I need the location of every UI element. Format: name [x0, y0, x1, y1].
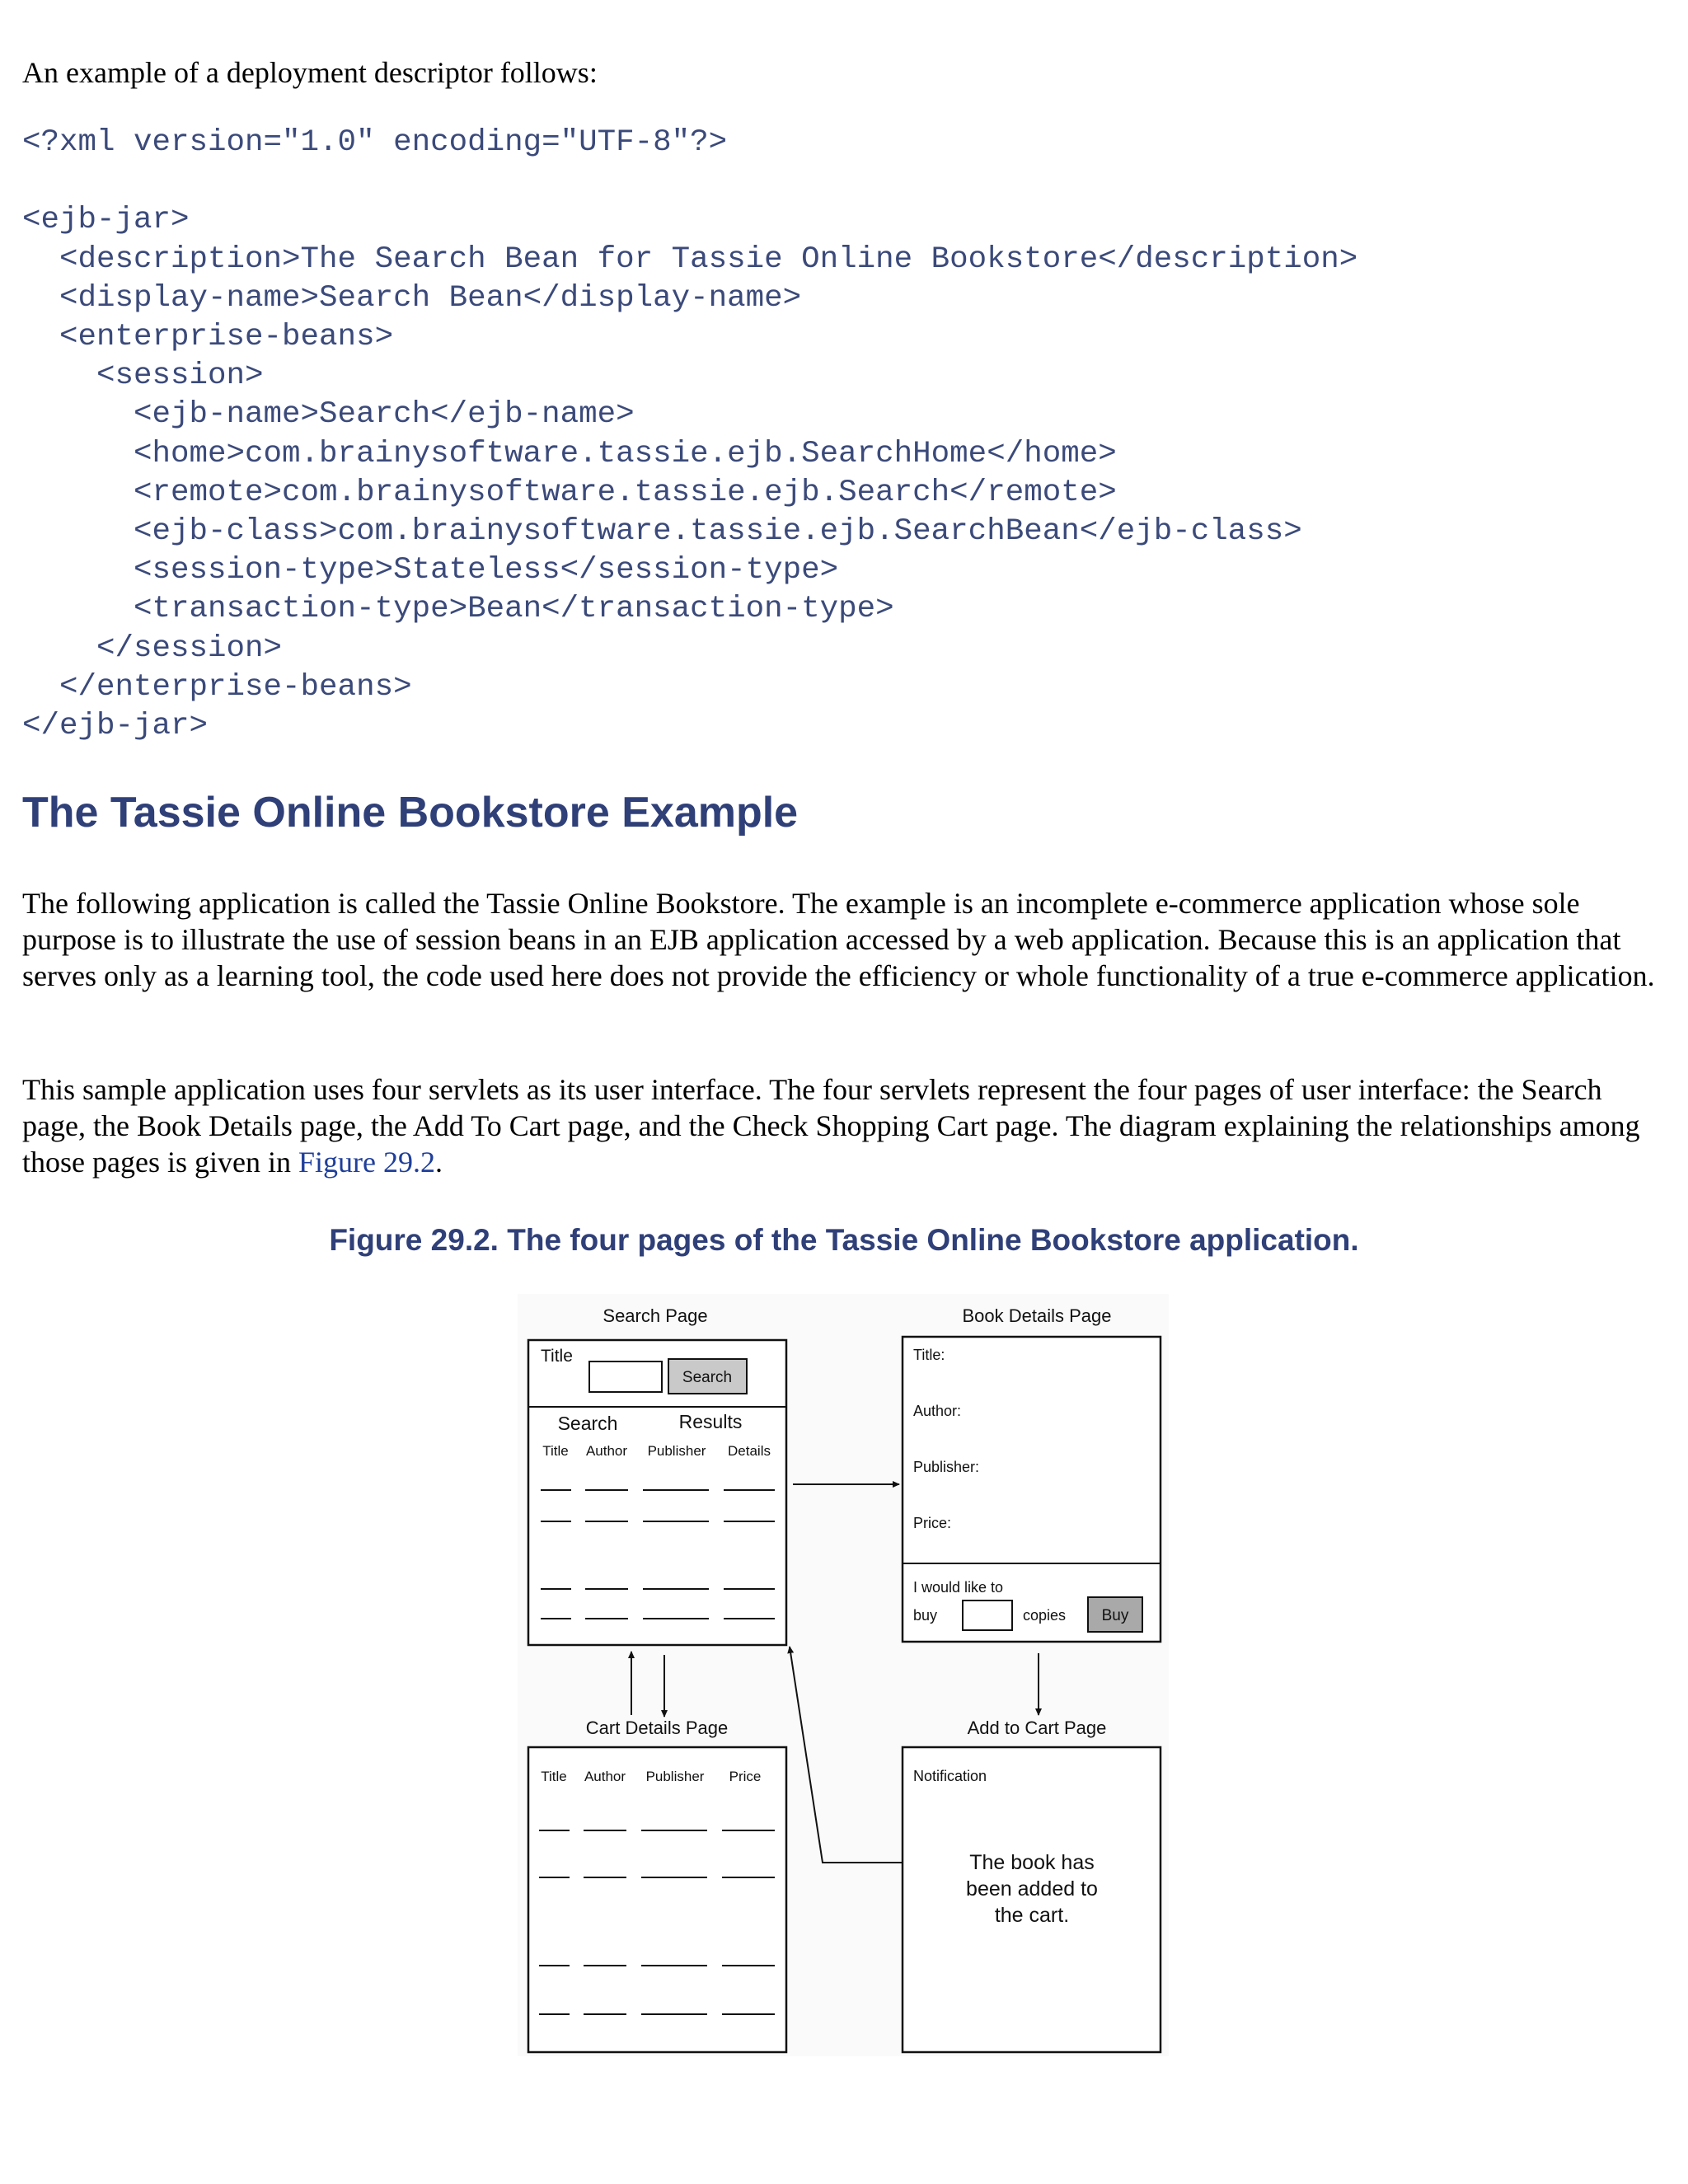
code-line: <ejb-name>Search</ejb-name> [22, 397, 635, 433]
search-button-label: Search [682, 1369, 733, 1386]
notification-message: the cart. [994, 1904, 1070, 1927]
detail-field-label: Author: [913, 1403, 962, 1419]
search-title-label: Title [541, 1347, 573, 1366]
column-header: Author [585, 1443, 628, 1459]
figure-link[interactable]: Figure 29.2 [298, 1146, 435, 1179]
buy-text: buy [913, 1607, 938, 1624]
column-header: Title [541, 1769, 567, 1784]
code-line: </enterprise-beans> [22, 669, 412, 705]
code-line: <ejb-class>com.brainysoftware.tassie.ejb.SearchBean</ejb-class> [22, 514, 1302, 550]
detail-field-label: Title: [913, 1347, 945, 1363]
column-header: Author [584, 1769, 626, 1784]
code-line: <ejb-jar> [22, 203, 190, 238]
code-line: <display-name>Search Bean</display-name> [22, 280, 802, 316]
results-label: Results [678, 1411, 743, 1432]
book-details-frame [903, 1337, 1160, 1642]
code-line: <home>com.brainysoftware.tassie.ejb.SearchHome</home> [22, 436, 1117, 471]
cart-details-frame [528, 1747, 786, 2052]
code-line: <enterprise-beans> [22, 320, 394, 355]
results-label: Search [557, 1413, 618, 1434]
search-title-input[interactable] [589, 1361, 662, 1392]
intro-text: An example of a deployment descriptor follows: [22, 56, 598, 89]
column-header: Publisher [647, 1443, 706, 1459]
notification-message: The book has [969, 1851, 1095, 1874]
column-header: Price [729, 1769, 762, 1784]
code-line: <session-type>Stateless</session-type> [22, 553, 839, 588]
paragraph-text: This sample application uses four servlets as its user interface. The four servlets represent the four pages of user interface: the Search page, the Book Details page, the Add To Cart page, and the Check Shopping Cart page. The diagram explaining the relationships among those pages is given in [22, 1073, 1640, 1179]
buy-text: I would like to [913, 1579, 1004, 1596]
code-line: </ejb-jar> [22, 709, 209, 744]
code-line: <transaction-type>Bean</transaction-type> [22, 592, 894, 627]
column-header: Publisher [645, 1769, 705, 1784]
code-line: <session> [22, 359, 264, 394]
notification-label: Notification [913, 1768, 987, 1784]
column-header: Title [542, 1443, 569, 1459]
detail-field-label: Price: [913, 1515, 952, 1531]
book-details-page-title: Book Details Page [962, 1305, 1112, 1326]
detail-field-label: Publisher: [913, 1459, 980, 1475]
paragraph-intro: The following application is called the Tassie Online Bookstore. The example is an incomplete e-commerce application whose sole purpose is to illustrate the use of session beans in an EJB application accessed by a web application. Because this is an application that serves only as a learning tool, the code used here does not provide the efficiency or whole functionality of a true e-commerce application. [22, 887, 1655, 992]
cart-details-page-title: Cart Details Page [585, 1718, 729, 1738]
figure-caption: Figure 29.2. The four pages of the Tassie Online Bookstore application. [329, 1223, 1359, 1257]
paragraph-period: . [434, 1146, 443, 1179]
copies-input[interactable] [963, 1601, 1012, 1630]
section-heading: The Tassie Online Bookstore Example [22, 789, 799, 837]
add-to-cart-page-title: Add to Cart Page [967, 1718, 1107, 1738]
copies-label: copies [1023, 1607, 1067, 1624]
search-page-title: Search Page [603, 1305, 708, 1326]
column-header: Details [728, 1443, 771, 1459]
code-line: </session> [22, 630, 283, 666]
code-line: <?xml version="1.0" encoding="UTF-8"?> [22, 125, 728, 160]
code-line: <remote>com.brainysoftware.tassie.ejb.Search</remote> [22, 475, 1117, 510]
notification-message: been added to [966, 1877, 1098, 1900]
buy-button-label: Buy [1101, 1607, 1129, 1624]
code-line: <description>The Search Bean for Tassie Online Bookstore</description> [22, 241, 1358, 277]
